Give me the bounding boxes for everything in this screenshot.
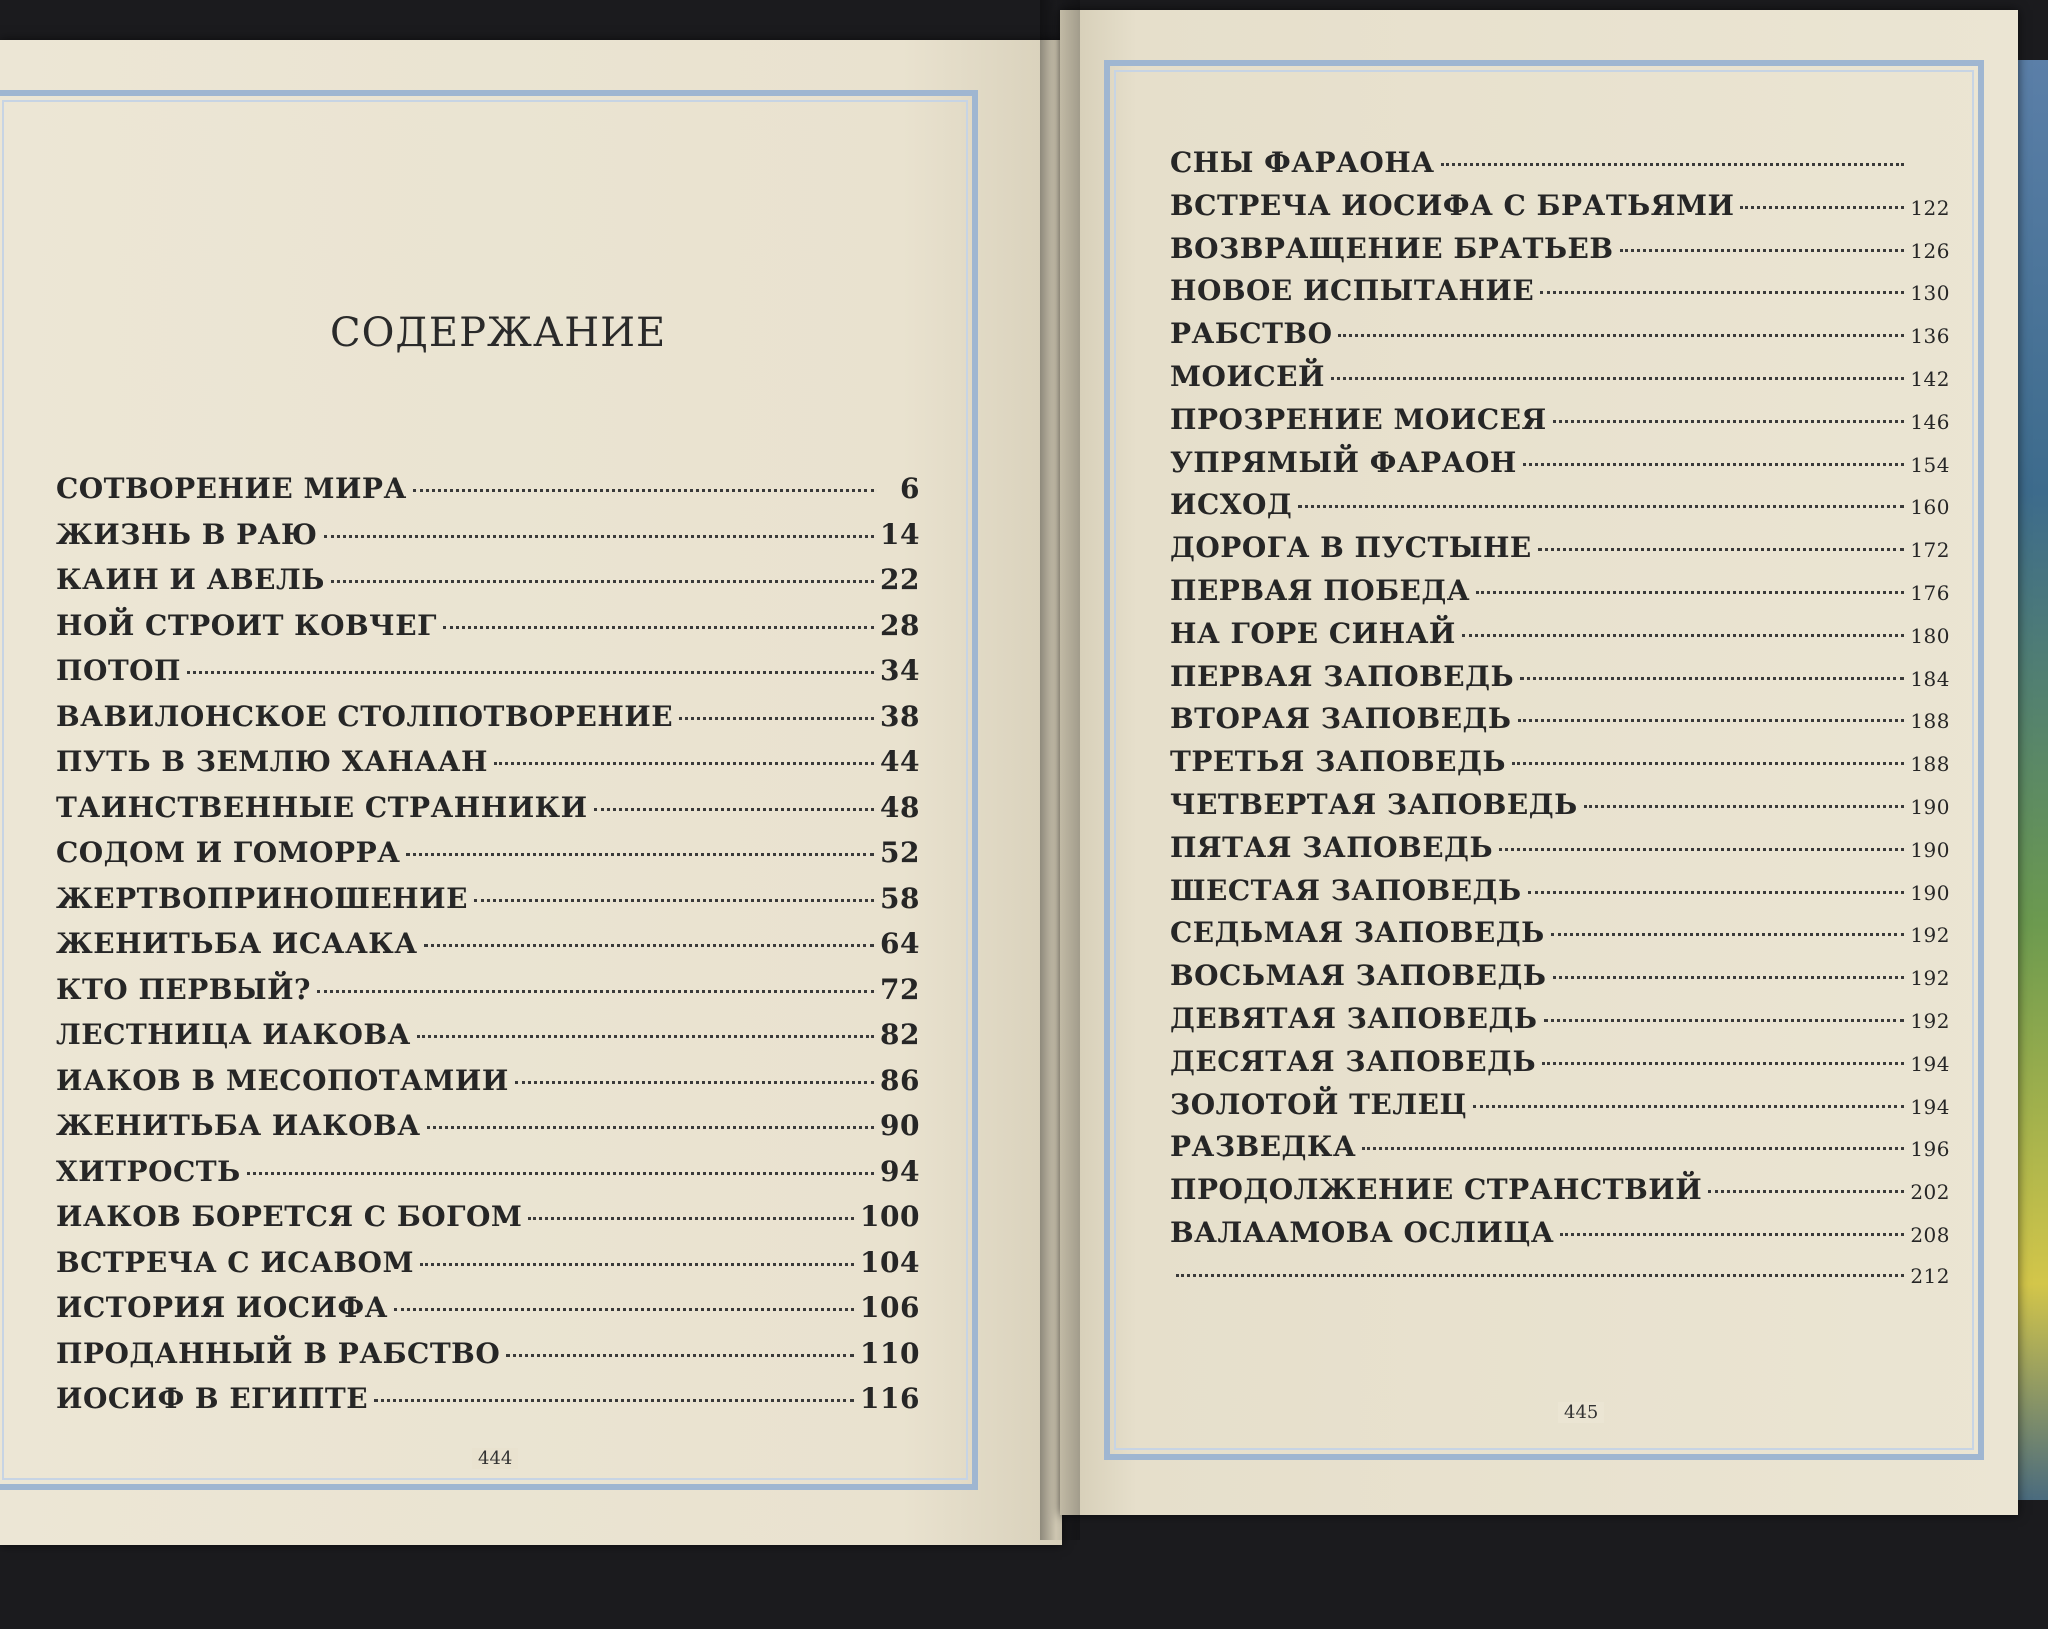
dot-leader (443, 626, 874, 629)
toc-entry-title: МОИСЕЙ (1170, 359, 1325, 393)
dot-leader (1542, 1062, 1904, 1065)
toc-entry-page: 190 (1910, 880, 1950, 905)
toc-entry (1170, 955, 1950, 998)
toc-entry (1170, 613, 1950, 656)
toc-entry-title: СЕДЬМАЯ ЗАПОВЕДЬ (1170, 916, 1545, 950)
toc-entry (1170, 270, 1950, 313)
dot-leader (374, 1399, 854, 1402)
toc-entry-title: ВТОРАЯ ЗАПОВЕДЬ (1170, 702, 1512, 736)
dot-leader (413, 489, 874, 492)
toc-entry-page: 110 (860, 1336, 920, 1370)
toc-entry-page: 44 (880, 745, 920, 778)
toc-entry (56, 1285, 920, 1331)
toc-entry (56, 557, 920, 603)
page-number-left: 444 (472, 1448, 518, 1469)
toc-entry-title: ВАВИЛОНСКОЕ СТОЛПОТВОРЕНИЕ (56, 699, 674, 733)
toc-entry-title: ИОСИФ В ЕГИПТЕ (56, 1382, 369, 1415)
toc-entry-title: СНЫ ФАРАОНА (1170, 146, 1435, 179)
toc-entry-title: ДЕСЯТАЯ ЗАПОВЕДЬ (1170, 1044, 1537, 1078)
dot-leader (420, 1263, 854, 1266)
toc-entry (1170, 1255, 1950, 1298)
toc-entry-title: ПУТЬ В ЗЕМЛЮ ХАНААН (56, 745, 488, 778)
dot-leader (506, 1354, 854, 1357)
toc-entry-title: ХИТРОСТЬ (56, 1154, 241, 1188)
toc-entry-page: 192 (1910, 1008, 1950, 1033)
toc-entry-page: 126 (1910, 238, 1950, 263)
toc-entry (1170, 570, 1950, 613)
toc-entry-page: 192 (1910, 923, 1950, 948)
toc-entry-page: 130 (1910, 281, 1950, 306)
toc-entry-page: 122 (1910, 195, 1950, 220)
toc-entry-page: 188 (1910, 752, 1950, 777)
toc-entry (1170, 870, 1950, 913)
toc-entry (56, 466, 920, 512)
dot-leader (1538, 548, 1904, 551)
toc-entry (1170, 784, 1950, 827)
toc-entry (1170, 827, 1950, 870)
dot-leader (1331, 377, 1904, 380)
dot-leader (1620, 249, 1904, 252)
dot-leader (1551, 933, 1904, 936)
toc-entry-page: 194 (1910, 1051, 1950, 1076)
toc-entry-title: ЖИЗНЬ В РАЮ (56, 517, 318, 551)
dot-leader (1512, 762, 1904, 765)
toc-entry-page: 82 (880, 1018, 920, 1051)
toc-entry (1170, 998, 1950, 1041)
dot-leader (528, 1217, 854, 1220)
toc-entry-page: 38 (880, 699, 920, 733)
dot-leader (1540, 291, 1904, 294)
toc-entry (1170, 356, 1950, 399)
dot-leader (324, 535, 874, 538)
toc-entry-page: 196 (1910, 1137, 1950, 1162)
toc-entry-title: ВОЗВРАЩЕНИЕ БРАТЬЕВ (1170, 231, 1614, 265)
dot-leader (679, 717, 874, 720)
toc-entry-title: ЧЕТВЕРТАЯ ЗАПОВЕДЬ (1170, 787, 1578, 821)
toc-entry-page: 190 (1910, 794, 1950, 819)
toc-entry-title: ЖЕНИТЬБА ИСААКА (56, 927, 418, 960)
dot-leader (1584, 805, 1904, 808)
toc-entry-page: 116 (860, 1382, 920, 1415)
toc-entry (1170, 142, 1950, 185)
toc-entry-title: ПРОЗРЕНИЕ МОИСЕЯ (1170, 402, 1547, 436)
toc-entry-page: 136 (1910, 324, 1950, 349)
dot-leader (1338, 334, 1904, 337)
toc-entry-page: 52 (880, 836, 920, 869)
toc-entry-title: СОТВОРЕНИЕ МИРА (56, 472, 407, 505)
toc-entry-title: ВОСЬМАЯ ЗАПОВЕДЬ (1170, 959, 1547, 993)
toc-entry-page: 90 (880, 1109, 920, 1142)
toc-entry (1170, 656, 1950, 699)
toc-entry (56, 739, 920, 785)
toc-entry (56, 1376, 920, 1422)
toc-entry (56, 1103, 920, 1149)
dot-leader (394, 1308, 854, 1311)
toc-entry-page: 6 (900, 472, 920, 505)
dot-leader (417, 1035, 874, 1038)
toc-entry (56, 694, 920, 740)
toc-entry-title: ВАЛААМОВА ОСЛИЦА (1170, 1215, 1555, 1249)
toc-entry (1170, 484, 1950, 527)
toc-list-left (56, 466, 920, 1422)
toc-entry-page: 22 (880, 563, 920, 596)
toc-entry (56, 1012, 920, 1058)
toc-entry-title: КТО ПЕРВЫЙ? (56, 972, 311, 1006)
toc-entry-page: 194 (1910, 1094, 1950, 1119)
toc-entry-title: ПРОДОЛЖЕНИЕ СТРАНСТВИЙ (1170, 1173, 1703, 1207)
toc-entry-page: 160 (1910, 495, 1950, 520)
toc-entry-page: 192 (1910, 966, 1950, 991)
toc-entry-page: 94 (880, 1154, 920, 1188)
dot-leader (427, 1126, 875, 1129)
toc-entry (56, 512, 920, 558)
toc-entry-title: ПОТОП (56, 654, 181, 687)
toc-entry (1170, 442, 1950, 485)
toc-entry (56, 830, 920, 876)
toc-entry-title: НОВОЕ ИСПЫТАНИЕ (1170, 274, 1535, 308)
dot-leader (1523, 463, 1904, 466)
toc-entry-page: 72 (880, 972, 920, 1006)
dot-leader (1362, 1147, 1904, 1150)
dot-leader (1553, 420, 1904, 423)
dot-leader (247, 1172, 874, 1175)
dot-leader (1553, 976, 1904, 979)
toc-entry-title: СОДОМ И ГОМОРРА (56, 836, 401, 869)
toc-entry (1170, 527, 1950, 570)
toc-heading: СОДЕРЖАНИЕ (330, 310, 667, 356)
toc-entry-title: ТАИНСТВЕННЫЕ СТРАННИКИ (56, 790, 588, 824)
toc-entry-page: 64 (880, 927, 920, 960)
toc-entry-title: ПЯТАЯ ЗАПОВЕДЬ (1170, 830, 1494, 864)
toc-entry-page: 208 (1910, 1222, 1950, 1247)
toc-entry-title: ПЕРВАЯ ПОБЕДА (1170, 573, 1471, 607)
toc-entry (56, 967, 920, 1013)
toc-entry-title: ПЕРВАЯ ЗАПОВЕДЬ (1170, 659, 1515, 693)
toc-entry-title: ВСТРЕЧА ИОСИФА С БРАТЬЯМИ (1170, 188, 1735, 222)
book-spine (1040, 0, 1080, 1540)
dot-leader (1298, 505, 1904, 508)
toc-entry-page: 180 (1910, 623, 1950, 648)
toc-entry-page: 154 (1910, 452, 1950, 477)
toc-entry-title: ТРЕТЬЯ ЗАПОВЕДЬ (1170, 745, 1506, 779)
toc-entry-page: 184 (1910, 666, 1950, 691)
dot-leader (1499, 848, 1904, 851)
toc-entry (1170, 185, 1950, 228)
dot-leader (1740, 206, 1904, 209)
toc-entry (1170, 1084, 1950, 1127)
toc-entry-page: 86 (880, 1063, 920, 1097)
toc-entry (1170, 1169, 1950, 1212)
dot-leader (1708, 1190, 1904, 1193)
toc-entry (56, 876, 920, 922)
toc-entry-page: 34 (880, 654, 920, 687)
toc-entry (1170, 741, 1950, 784)
toc-entry-page: 48 (880, 790, 920, 824)
toc-entry (1170, 399, 1950, 442)
toc-entry (56, 1240, 920, 1286)
dot-leader (474, 899, 874, 902)
toc-entry (56, 785, 920, 831)
toc-entry-title: ЖЕНИТЬБА ИАКОВА (56, 1109, 421, 1142)
toc-entry-title: ЖЕРТВОПРИНОШЕНИЕ (56, 881, 468, 915)
toc-entry (1170, 1126, 1950, 1169)
toc-entry-page: 172 (1910, 538, 1950, 563)
toc-entry-title: ИСХОД (1170, 488, 1293, 522)
toc-entry-title: ШЕСТАЯ ЗАПОВЕДЬ (1170, 873, 1522, 907)
toc-entry (1170, 912, 1950, 955)
toc-entry-page: 202 (1910, 1180, 1950, 1205)
toc-entry (1170, 1212, 1950, 1255)
toc-entry-page: 100 (860, 1200, 920, 1233)
toc-entry-page: 146 (1910, 409, 1950, 434)
toc-entry-page: 28 (880, 608, 920, 642)
toc-entry (1170, 1041, 1950, 1084)
dot-leader (494, 762, 874, 765)
toc-entry-title: ИСТОРИЯ ИОСИФА (56, 1291, 388, 1324)
toc-entry-page: 104 (860, 1245, 920, 1279)
toc-entry-title: КАИН И АВЕЛЬ (56, 563, 325, 596)
dot-leader (331, 580, 874, 583)
dot-leader (424, 944, 874, 947)
toc-entry-page: 190 (1910, 837, 1950, 862)
toc-entry-title: ИАКОВ В МЕСОПОТАМИИ (56, 1063, 509, 1097)
dot-leader (1473, 1105, 1904, 1108)
toc-entry (56, 603, 920, 649)
toc-entry-title: УПРЯМЫЙ ФАРАОН (1170, 445, 1517, 479)
toc-entry-title: РАБСТВО (1170, 317, 1333, 351)
toc-entry-title: ВСТРЕЧА С ИСАВОМ (56, 1245, 414, 1279)
toc-entry (56, 1331, 920, 1377)
toc-entry-page: 176 (1910, 580, 1950, 605)
toc-entry-title: ЛЕСТНИЦА ИАКОВА (56, 1018, 411, 1051)
toc-entry-title: ДОРОГА В ПУСТЫНЕ (1170, 531, 1532, 565)
toc-entry-title: НА ГОРЕ СИНАЙ (1170, 616, 1456, 650)
toc-entry-title: НОЙ СТРОИТ КОВЧЕГ (56, 608, 437, 642)
toc-entry-page: 212 (1910, 1263, 1950, 1288)
dot-leader (1476, 591, 1904, 594)
toc-entry-page: 188 (1910, 709, 1950, 734)
dot-leader (406, 853, 874, 856)
toc-entry-title: РАЗВЕДКА (1170, 1130, 1357, 1164)
toc-entry-title: ПРОДАННЫЙ В РАБСТВО (56, 1336, 501, 1370)
dot-leader (1462, 634, 1904, 637)
toc-entry-title: ИАКОВ БОРЕТСЯ С БОГОМ (56, 1200, 523, 1233)
dot-leader (1176, 1274, 1904, 1277)
left-page (0, 40, 1062, 1545)
toc-list-right (1170, 142, 1950, 1298)
toc-entry-title: ДЕВЯТАЯ ЗАПОВЕДЬ (1170, 1001, 1538, 1035)
toc-entry (1170, 313, 1950, 356)
dot-leader (1441, 163, 1904, 166)
toc-entry (1170, 698, 1950, 741)
toc-entry (56, 921, 920, 967)
toc-entry (1170, 228, 1950, 271)
page-number-right: 445 (1558, 1402, 1604, 1423)
toc-entry (56, 1194, 920, 1240)
toc-entry-page: 58 (880, 881, 920, 915)
dot-leader (515, 1081, 874, 1084)
toc-entry-title: ЗОЛОТОЙ ТЕЛЕЦ (1170, 1087, 1467, 1121)
right-page (1060, 10, 2018, 1515)
toc-entry-page: 142 (1910, 366, 1950, 391)
dot-leader (1544, 1019, 1904, 1022)
dot-leader (1520, 677, 1904, 680)
toc-entry-page: 14 (880, 517, 920, 551)
toc-entry-page: 106 (860, 1291, 920, 1324)
dot-leader (317, 990, 874, 993)
toc-entry (56, 1149, 920, 1195)
dot-leader (1528, 891, 1904, 894)
toc-entry (56, 1058, 920, 1104)
dot-leader (1518, 719, 1904, 722)
dot-leader (1560, 1233, 1904, 1236)
dot-leader (594, 808, 874, 811)
toc-entry (56, 648, 920, 694)
dot-leader (187, 671, 874, 674)
